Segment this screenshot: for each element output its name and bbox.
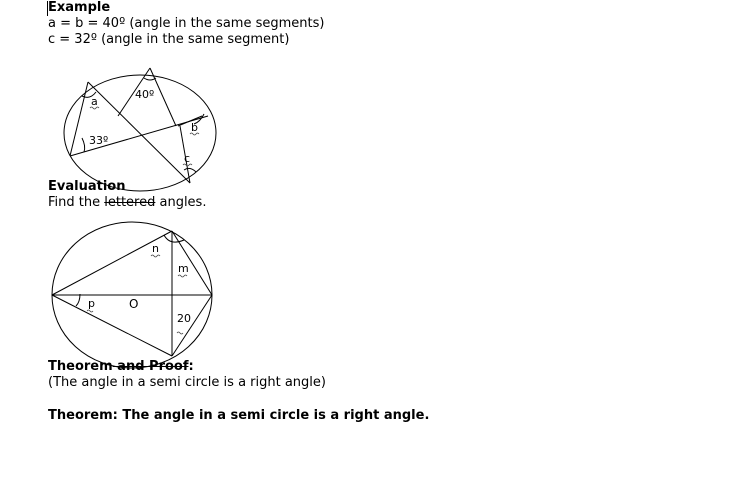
figure-2-chord-left-bottom xyxy=(52,295,172,356)
figure-2-arc-top xyxy=(164,235,184,242)
figure-1-label-a: a xyxy=(91,95,98,108)
figure-2-label-p: p xyxy=(88,297,95,310)
evaluation-text-struck: lettered xyxy=(104,195,156,210)
figure-1-label-c: c xyxy=(184,152,191,165)
figure-2-label-20: 20 xyxy=(177,312,191,325)
figure-2-label-n: n xyxy=(152,242,159,255)
figure-2-label-m: m xyxy=(178,262,189,275)
evaluation-heading: Evaluation xyxy=(48,179,126,194)
theorem-proof-subtitle: (The angle in a semi circle is a right angle) xyxy=(48,375,326,390)
figure-2-squiggle-p xyxy=(87,310,93,312)
theorem-proof-heading-colon: : xyxy=(188,359,194,374)
theorem-proof-heading xyxy=(48,359,194,374)
figure-2-squiggle-20 xyxy=(177,332,183,334)
figure-1-label-33: 33º xyxy=(89,134,109,147)
theorem-proof-heading-struck: and Proof xyxy=(112,359,189,374)
figure-1-label-b: b xyxy=(191,121,198,134)
example-line-2: c = 32º (angle in the same segment) xyxy=(48,32,290,47)
theorem-statement: Theorem: The angle in a semi circle is a right angle. xyxy=(48,408,430,423)
example-heading: Example xyxy=(48,0,111,15)
theorem-proof-heading-word: Theorem xyxy=(48,359,113,374)
figure-2-label-o: O xyxy=(129,297,139,311)
figure-1-label-40: 40º xyxy=(135,88,155,101)
example-line-1: a = b = 40º (angle in the same segments) xyxy=(48,16,325,31)
figure-2-chord-bottom-right xyxy=(172,295,212,356)
figure-2-squiggle-n xyxy=(151,255,160,257)
evaluation-text-after: angles. xyxy=(155,195,207,210)
figure-2-arc-p xyxy=(76,294,80,306)
figure-2-squiggle-m xyxy=(178,275,187,277)
figure-2-chord-left-top xyxy=(52,231,172,295)
evaluation-text-before: Find the xyxy=(48,195,105,210)
